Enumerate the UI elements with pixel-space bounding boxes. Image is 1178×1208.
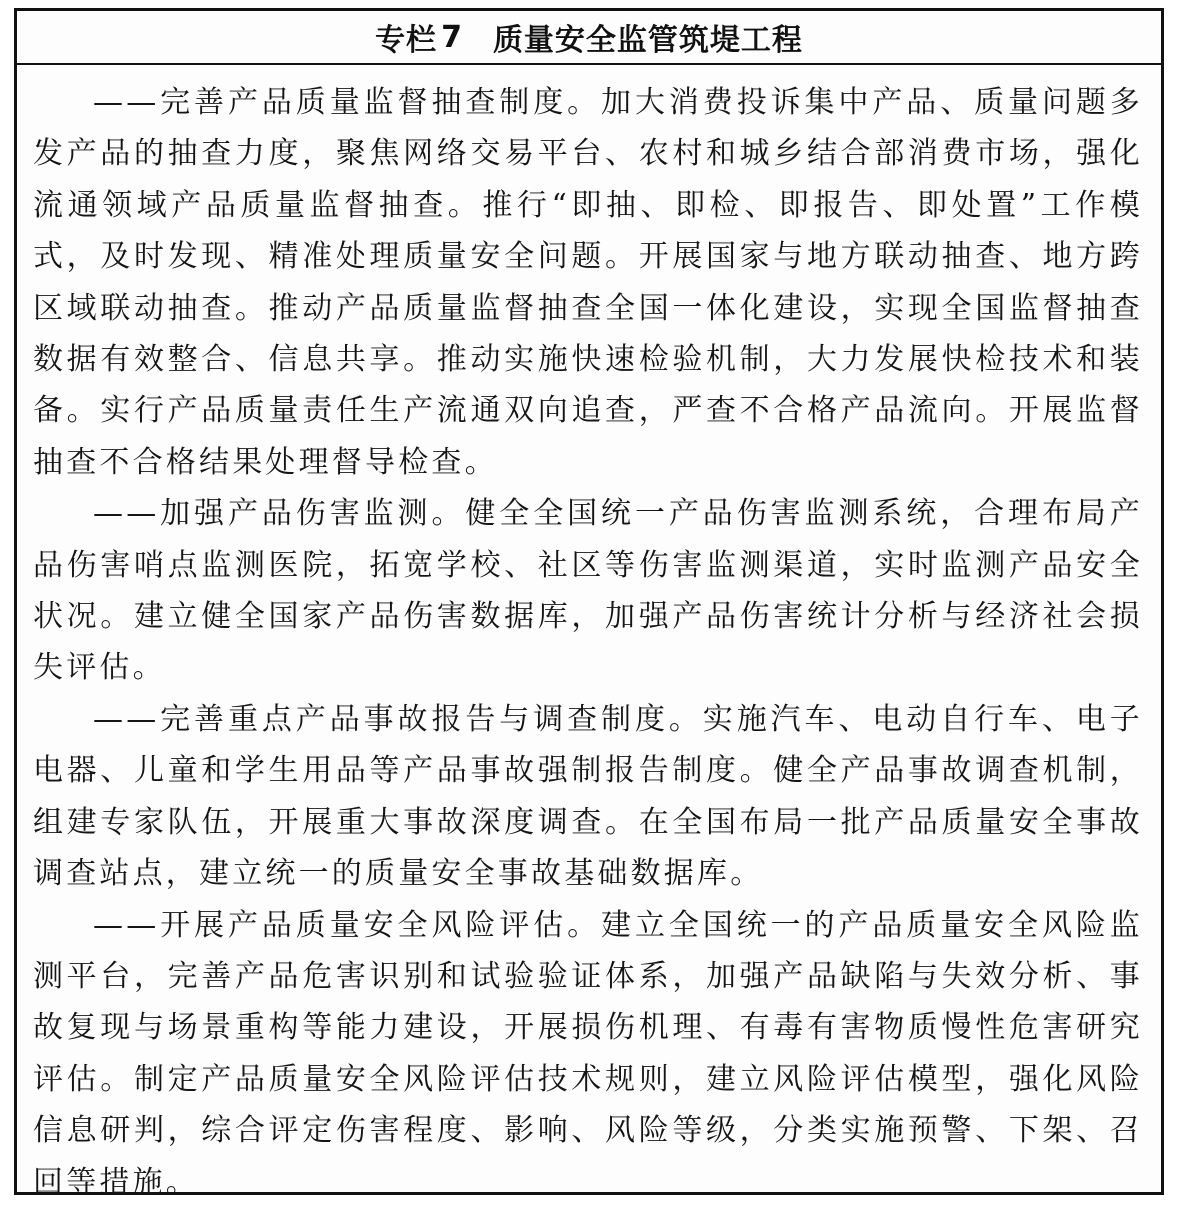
column-label: 专栏	[375, 23, 438, 58]
paragraph-accident-reporting: ——完善重点产品事故报告与调查制度。实施汽车、电动自行车、电子电器、儿童和学生用品等产品事故强制报告制度。健全产品事故调查机制，组建专家队伍，开展重大事故深度调查。在全国布局一批产品质量安全事故调查站点，建立统一的质量安全事故基础数据库。	[33, 701, 1143, 892]
paragraph-injury-monitoring: ——加强产品伤害监测。健全全国统一产品伤害监测系统，合理布局产品伤害哨点监测医院，拓宽学校、社区等伤害监测渠道，实时监测产品安全状况。建立健全国家产品伤害数据库，加强产品伤害统计分析与经济社会损失评估。	[33, 496, 1143, 686]
paragraph-risk-assessment: ——开展产品质量安全风险评估。建立全国统一的产品质量安全风险监测平台，完善产品危害识别和试验验证体系，加强产品缺陷与失效分析、事故复现与场景重构等能力建设，开展损伤机理、有毒有害物质慢性危害研究评估。制定产品质量安全风险评估技术规则，建立风险评估模型，强化风险信息研判，综合评定伤害程度、影响、风险等级，分类实施预警、下架、召回等措施。	[33, 907, 1143, 1200]
column-content	[17, 65, 1161, 1208]
column-box	[14, 8, 1164, 1200]
column-title: 质量安全监管筑堤工程	[492, 23, 803, 58]
column-number: 7	[441, 19, 463, 55]
paragraph-quality-spot-check: ——完善产品质量监督抽查制度。加大消费投诉集中产品、质量问题多发产品的抽查力度，聚焦网络交易平台、农村和城乡结合部消费市场，强化流通领域产品质量监督抽查。推行“即抽、即检、即报告、即处置”工作模式，及时发现、精准处理质量安全问题。开展国家与地方联动抽查、地方跨区域联动抽查。推动产品质量监督抽查全国一体化建设，实现全国监督抽查数据有效整合、信息共享。推动实施快速检验机制，大力发展快检技术和装备。实行产品质量责任生产流通双向追查，严查不合格产品流向。开展监督抽查不合格结果处理督导检查。	[33, 85, 1143, 480]
column-title-bar	[17, 11, 1161, 65]
